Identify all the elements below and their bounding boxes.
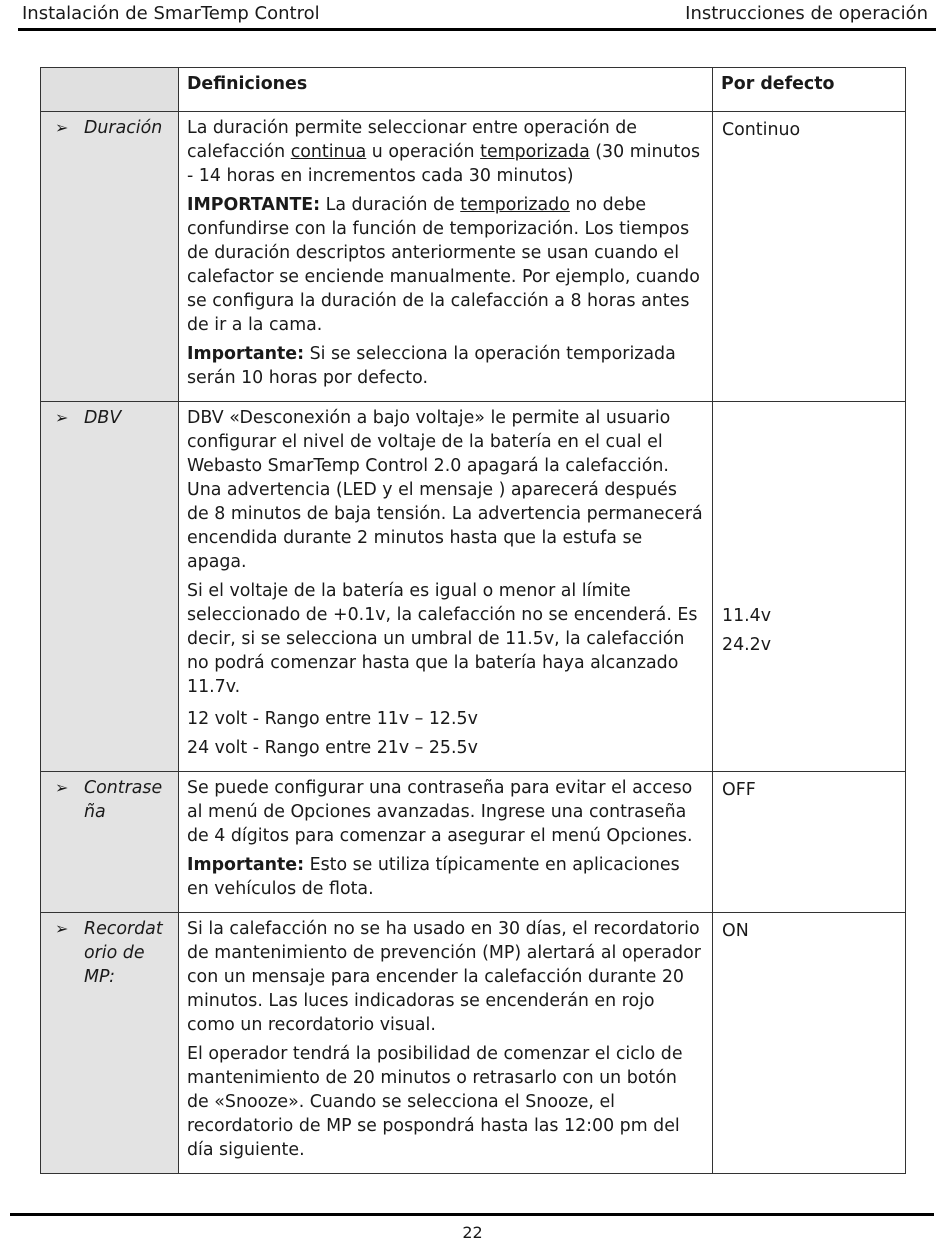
definition-paragraph: Si la calefacción no se ha usado en 30 días, el recordatorio de mantenimiento de prevención (MP) alertará al operador con un mensaje para encender la calefacción durante 20 minutos. Las luces indicadoras se encenderán en rojo como un recordatorio visual. [187,919,701,1035]
definition-paragraph: La duración permite seleccionar entre operación de calefacción continua u operación temporizada (30 minutos - 14 horas en incrementos cada 30 minutos) [187,118,701,186]
default-value: OFF [722,780,756,800]
arrow-bullet-icon: ➢ [55,778,69,797]
default-value-24v: 24.2v [722,635,772,655]
table-header-row [41,68,906,112]
definition-paragraph: Se puede configurar una contraseña para evitar el acceso al menú de Opciones avanzadas. Ingrese una contraseña de 4 dígitos para comenzar a asegurar el menú Opciones. [187,778,693,846]
option-name-cell [41,913,179,1174]
header-title: Instalación de SmarTemp Control [22,3,320,24]
option-name-cell [41,772,179,913]
definition-paragraph: Si el voltaje de la batería es igual o menor al límite seleccionado de +0.1v, la calefacción no se encenderá. Es decir, si se selecciona un umbral de 11.5v, la calefacción no podrá comenzar hasta que la batería haya alcanzado 11.7v. [187,581,698,697]
voltage-ranges [187,707,704,765]
definition-cell [179,913,713,1174]
footer-rule [10,1213,934,1216]
column-header-default: Por defecto [713,68,906,112]
default-value-cell [713,112,906,402]
default-value-cell [713,772,906,913]
table-row-password [41,772,906,913]
header-rule [18,28,936,31]
option-name: Contrase ña [84,778,163,822]
range-24-volt: 24 volt - Rango entre 21v – 25.5v [187,738,478,758]
column-header-definitions: Definiciones [179,68,713,112]
table-row-mp-reminder [41,913,906,1174]
default-value-12v: 11.4v [722,606,772,626]
definition-cell [179,402,713,772]
option-name-cell [41,112,179,402]
option-name: DBV [84,408,122,428]
option-name: Duración [84,118,163,138]
arrow-bullet-icon: ➢ [55,118,69,137]
arrow-bullet-icon: ➢ [55,408,69,427]
default-value: ON [722,921,749,941]
header-blank-cell [41,68,179,112]
definition-cell [179,772,713,913]
default-value-cell [713,913,906,1174]
important-note: IMPORTANTE: La duración de temporizado no debe confundirse con la función de temporización. Los tiempos de duración descriptos anteriormente se usan cuando el calefactor se enciende manualmente. Por ejemplo, cuando se configura la duración de la calefacción a 8 horas antes de ir a la cama. [187,195,700,335]
option-name-cell [41,402,179,772]
options-table [40,67,906,1174]
definition-paragraph: El operador tendrá la posibilidad de comenzar el ciclo de mantenimiento de 20 minutos o retrasarlo con un botón de «Snooze». Cuando se selecciona el Snooze, el recordatorio de MP se pospondrá hasta las 12:00 pm del día siguiente. [187,1044,683,1160]
header-section: Instrucciones de operación [685,3,928,24]
definition-paragraph: DBV «Desconexión a bajo voltaje» le permite al usuario configurar el nivel de voltaje de la batería en el cual el Webasto SmarTemp Control 2.0 apagará la calefacción. Una advertencia (LED y el mensaje ) aparecerá después de 8 minutos de baja tensión. La advertencia permanecerá encendida durante 2 minutos hasta que la estufa se apaga. [187,408,703,572]
option-name: Recordat orio de MP: [84,919,163,987]
important-note: Importante: Esto se utiliza típicamente en aplicaciones en vehículos de flota. [187,855,680,899]
default-value: Continuo [722,120,801,140]
table-row-dbv [41,402,906,772]
important-note: Importante: Si se selecciona la operación temporizada serán 10 horas por defecto. [187,344,676,388]
definition-cell [179,112,713,402]
range-12-volt: 12 volt - Rango entre 11v – 12.5v [187,709,478,729]
page-number: 22 [462,1223,483,1242]
arrow-bullet-icon: ➢ [55,919,69,938]
default-value-cell [713,402,906,772]
table-row-duracion [41,112,906,402]
